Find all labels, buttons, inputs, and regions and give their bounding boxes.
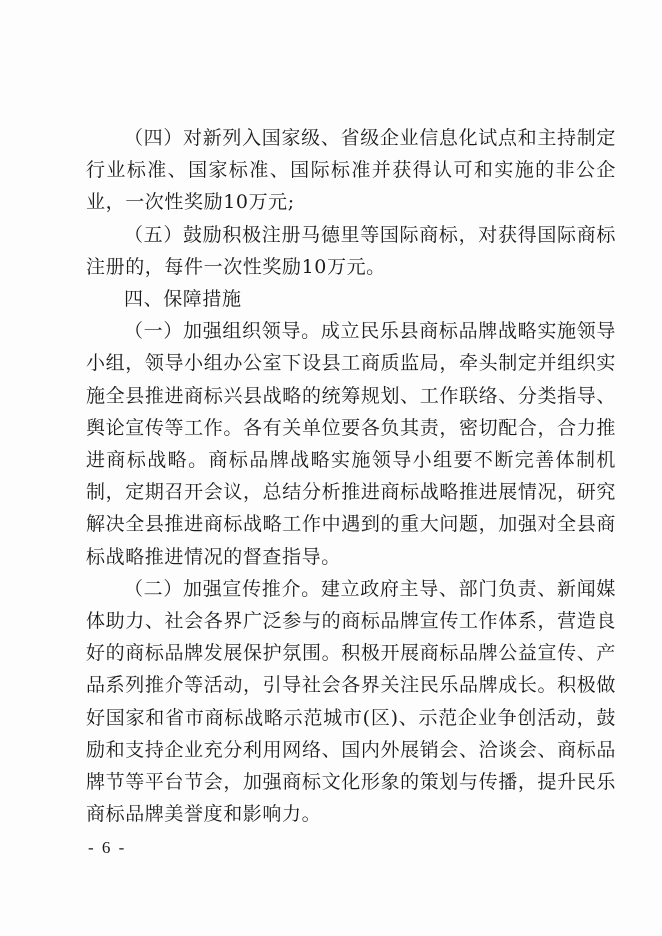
paragraph-item-5: （五）鼓励积极注册马德里等国际商标，对获得国际商标注册的，每件一次性奖励10万元。 xyxy=(86,223,616,278)
paragraph-publicity-promotion: （二）加强宣传推介。建立政府主导、部门负责、新闻媒体助力、社会各界广泛参与的商标品牌宣传工作体系，营造良好的商标品牌发展保护氛围。积极开展商标品牌公益宣传、产品系列推介等活动，引导社会各界关注民乐品牌成长。积极做好国家和省市商标战略示范城市(区)、示范企业争创活动，鼓励和支持企业充分利用网络、国内外展销会、洽谈会、商标品牌节等平台节会，加强商标文化形象的策划与传播，提升民乐商标品牌美誉度和影响力。 xyxy=(86,577,616,826)
paragraph-item-4: （四）对新列入国家级、省级企业信息化试点和主持制定行业标准、国家标准、国际标准并获得认可和实施的非公企业，一次性奖励10万元; xyxy=(86,127,616,214)
document-body xyxy=(86,122,616,830)
page-number: - 6 - xyxy=(88,838,127,857)
paragraph-organization-leadership: （一）加强组织领导。成立民乐县商标品牌战略实施领导小组，领导小组办公室下设县工商质监局，牵头制定并组织实施全县推进商标兴县战略的统筹规划、工作联络、分类指导、舆论宣传等工作。各有关单位要各负其责，密切配合，合力推进商标战略。商标品牌战略实施领导小组要不断完善体制机制，定期召开会议，总结分析推进商标战略推进展情况，研究解决全县推进商标战略工作中遇到的重大问题，加强对全县商标战略推进情况的督查指导。 xyxy=(86,320,616,568)
section-heading-safeguards: 四、保障措施 xyxy=(124,288,242,311)
